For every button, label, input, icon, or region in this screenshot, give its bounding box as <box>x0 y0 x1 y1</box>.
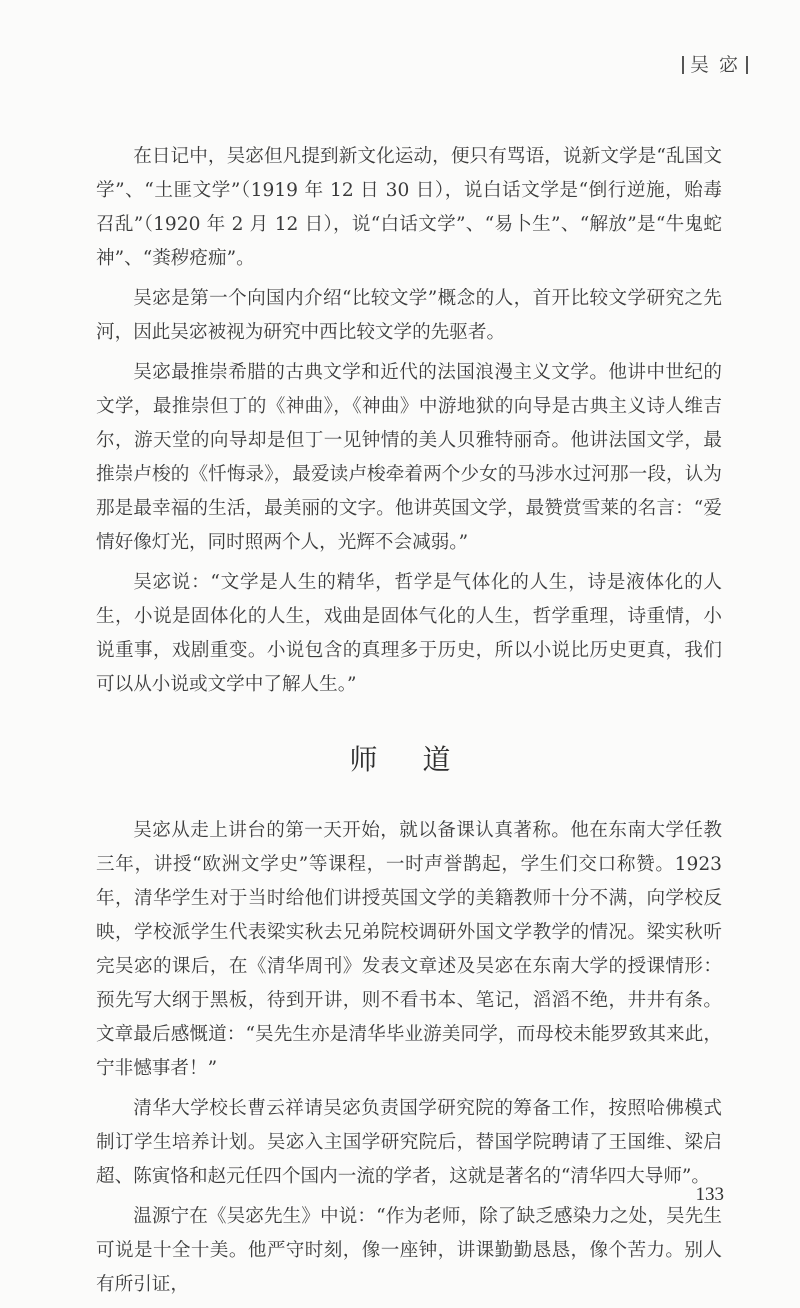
paragraph: 吴宓说：“文学是人生的精华，哲学是气体化的人生，诗是液体化的人生，小说是固体化的人生，戏曲是固体气化的人生，哲学重理，诗重情，小说重事，戏剧重变。小说包含的真理多于历史，所以小说比历史更真，我们可以从小说或文学中了解人生。” <box>96 572 722 695</box>
header-divider-left <box>682 56 684 74</box>
page-body <box>96 140 722 1308</box>
paragraph: 温源宁在《吴宓先生》中说：“作为老师，除了缺乏感染力之处，吴先生可说是十全十美。他严守时刻，像一座钟，讲课勤勤恳恳，像个苦力。别人有所引证， <box>96 1206 722 1295</box>
paragraph: 在日记中，吴宓但凡提到新文化运动，便只有骂语，说新文学是“乱国文学”、“土匪文学”（1919 年 12 日 30 日），说白话文学是“倒行逆施，贻毒召乱”（1920 年 2 月 12 日），说“白话文学”、“易卜生”、“解放”是“牛鬼蛇神”、“粪秽疮痂”。 <box>96 146 722 269</box>
header-divider-right <box>746 56 748 74</box>
paragraph: 吴宓从走上讲台的第一天开始，就以备课认真著称。他在东南大学任教三年，讲授“欧洲文学史”等课程，一时声誉鹊起，学生们交口称赞。1923 年，清华学生对于当时给他们讲授英国文学的美籍教师十分不满，向学校反映，学校派学生代表梁实秋去兄弟院校调研外国文学教学的情况。梁实秋听完吴宓的课后，在《清华周刊》发表文章述及吴宓在东南大学的授课情形：预先写大纲于黑板，待到开讲，则不看书本、笔记，滔滔不绝，井井有条。文章最后感慨道：“吴先生亦是清华毕业游美同学，而母校未能罗致其来此，宁非憾事者！” <box>96 820 722 1079</box>
running-title: 吴 宓 <box>689 54 740 76</box>
section-heading: 师 道 <box>349 743 469 776</box>
page-number: 133 <box>695 1184 724 1205</box>
paragraph: 吴宓最推崇希腊的古典文学和近代的法国浪漫主义文学。他讲中世纪的文学，最推崇但丁的《神曲》，《神曲》中游地狱的向导是古典主义诗人维吉尔，游天堂的向导却是但丁一见钟情的美人贝雅特丽奇。他讲法国文学，最推崇卢梭的《忏悔录》，最爱读卢梭牵着两个少女的马涉水过河那一段，认为那是最幸福的生活，最美丽的文字。他讲英国文学，最赞赏雪莱的名言：“爱情好像灯光，同时照两个人，光辉不会减弱。” <box>96 362 722 553</box>
paragraph: 清华大学校长曹云祥请吴宓负责国学研究院的筹备工作，按照哈佛模式制订学生培养计划。吴宓入主国学研究院后，替国学院聘请了王国维、梁启超、陈寅恪和赵元任四个国内一流的学者，这就是著名的“清华四大导师”。 <box>96 1098 722 1187</box>
running-header <box>676 50 754 77</box>
paragraph: 吴宓是第一个向国内介绍“比较文学”概念的人，首开比较文学研究之先河，因此吴宓被视为研究中西比较文学的先驱者。 <box>96 288 722 343</box>
